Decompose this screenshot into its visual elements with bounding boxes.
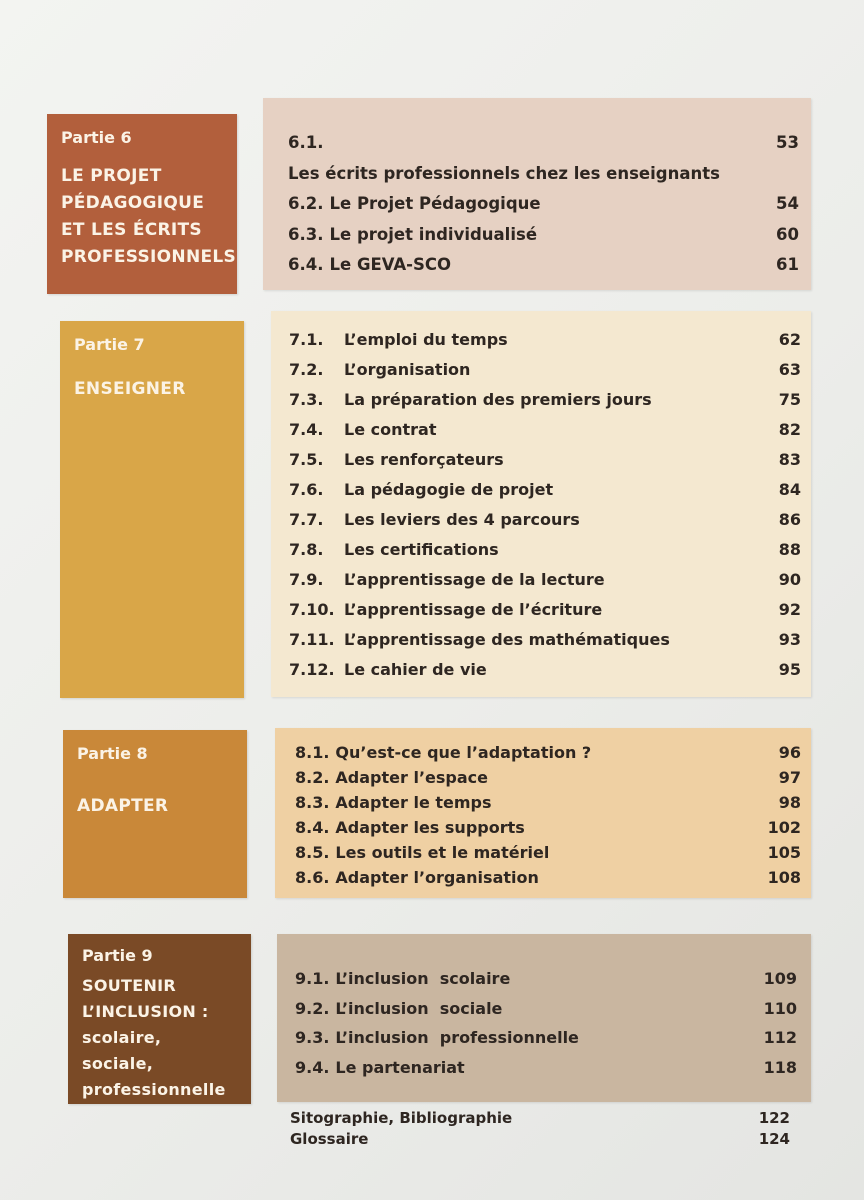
toc-entry-text <box>289 655 487 685</box>
toc-entry <box>295 964 797 994</box>
entry-page: 60 <box>776 224 799 244</box>
entry-title: La pédagogie de projet <box>344 480 554 499</box>
toc-entry-text <box>295 740 591 765</box>
entry-page: 108 <box>767 868 801 887</box>
entry-number: 7.9. <box>289 570 324 589</box>
entry-number: 6.3. <box>288 224 324 244</box>
entry-title: Les certifications <box>344 540 499 559</box>
part-7-box <box>60 321 244 698</box>
entry-number: 8.3. <box>295 793 330 812</box>
entry-number: 7.1. <box>289 330 324 349</box>
entry-page: 112 <box>763 1028 797 1047</box>
toc-entry <box>289 355 801 385</box>
extra-entry <box>290 1108 790 1129</box>
entry-number: 7.10. <box>289 600 335 619</box>
entry-title: Sitographie, Bibliographie <box>290 1109 513 1127</box>
toc-entry <box>289 505 801 535</box>
toc-entry-text <box>289 595 602 625</box>
entry-title: La préparation des premiers jours <box>344 390 652 409</box>
toc-entry <box>295 840 801 865</box>
entry-page: 98 <box>778 793 801 812</box>
entry-number: 8.2. <box>295 768 330 787</box>
toc-entry <box>295 765 801 790</box>
entry-number: 8.6. <box>295 868 330 887</box>
part-6-box <box>47 114 237 294</box>
toc-entry <box>288 250 799 281</box>
part-label: Partie 9 <box>82 946 153 965</box>
entry-page: 53 <box>776 133 799 152</box>
entry-page: 88 <box>778 540 801 559</box>
toc-entry-text <box>295 964 510 994</box>
entry-number: 9.4. <box>295 1057 330 1077</box>
part-6-toc <box>263 98 811 290</box>
entry-page: 109 <box>763 969 797 988</box>
part-7-toc <box>271 311 811 697</box>
entry-page: 124 <box>758 1130 790 1148</box>
entry-page: 96 <box>778 743 801 762</box>
toc-entry-text <box>295 840 549 865</box>
toc-entry <box>289 655 801 685</box>
toc-entry-text <box>289 325 508 355</box>
toc-entry <box>295 1053 797 1083</box>
entry-title: Le cahier de vie <box>344 660 487 679</box>
entry-number: 6.4. <box>288 255 324 274</box>
toc-entry <box>288 220 799 251</box>
toc-entry-text <box>289 505 580 535</box>
toc-entry <box>289 385 801 415</box>
extra-entries <box>290 1108 790 1150</box>
part-label: Partie 6 <box>61 128 132 147</box>
entry-title: Le projet individualisé <box>329 224 538 244</box>
toc-entry <box>295 740 801 765</box>
entry-title: Le Projet Pédagogique <box>329 194 541 213</box>
entry-title: L’apprentissage de l’écriture <box>344 600 603 619</box>
entry-title: L’organisation <box>344 360 471 379</box>
part-title: LE PROJET PÉDAGOGIQUE ET LES ÉCRITS PROFESSIONNELS <box>61 166 237 267</box>
entry-title: Qu’est-ce que l’adaptation ? <box>335 743 592 762</box>
toc-entry <box>295 815 801 840</box>
toc-entry-text <box>289 355 470 385</box>
entry-title: L’inclusion sociale <box>335 998 503 1018</box>
part-title: ADAPTER <box>77 796 169 816</box>
entry-page: 84 <box>778 480 801 499</box>
entry-page: 62 <box>778 330 801 349</box>
entry-title: L’inclusion scolaire <box>335 969 511 988</box>
part-label: Partie 8 <box>77 744 148 763</box>
entry-number: 6.2. <box>288 194 324 213</box>
entry-page: 86 <box>778 510 801 529</box>
part-title: SOUTENIR L’INCLUSION : scolaire, sociale, professionnelle <box>82 976 226 1099</box>
entry-title: Glossaire <box>290 1130 369 1148</box>
entry-page: 82 <box>778 420 801 439</box>
entry-page: 63 <box>778 360 801 379</box>
entry-title: L’apprentissage de la lecture <box>344 570 605 589</box>
toc-entry <box>289 475 801 505</box>
entry-page: 95 <box>778 660 801 679</box>
entry-number: 9.2. <box>295 998 330 1018</box>
entry-title: Les outils et le matériel <box>335 843 550 862</box>
entry-title: L’inclusion professionnelle <box>335 1028 579 1047</box>
toc-entry <box>289 535 801 565</box>
toc-entry-text <box>288 128 759 189</box>
entry-page: 75 <box>778 390 801 409</box>
part-8-box <box>63 730 247 898</box>
entry-title: Les leviers des 4 parcours <box>344 510 580 529</box>
toc-entry-text <box>289 625 670 655</box>
entry-title: L’emploi du temps <box>344 330 508 349</box>
toc-entry-text <box>288 250 451 281</box>
toc-entry <box>289 625 801 655</box>
entry-page: 83 <box>778 450 801 469</box>
entry-number: 9.1. <box>295 969 330 988</box>
toc-entry-text <box>289 535 499 565</box>
entry-number: 6.1. <box>288 133 324 152</box>
entry-title: Les écrits professionnels chez les enseignants <box>288 163 720 183</box>
toc-entry <box>289 415 801 445</box>
toc-entry-text <box>295 765 488 790</box>
entry-number: 7.7. <box>289 510 324 529</box>
entry-number: 7.2. <box>289 360 324 379</box>
toc-entry <box>295 1023 797 1053</box>
toc-entry-text <box>289 415 436 445</box>
toc-entry <box>289 565 801 595</box>
entry-title: Adapter le temps <box>335 793 492 812</box>
entry-title: Adapter les supports <box>335 818 525 837</box>
entry-number: 7.3. <box>289 390 324 409</box>
toc-entry-text <box>295 865 539 890</box>
entry-title: Adapter l’organisation <box>335 868 539 887</box>
extra-entry <box>290 1129 790 1150</box>
entry-page: 61 <box>776 255 799 274</box>
part-8-toc <box>275 728 811 898</box>
entry-title: Adapter l’espace <box>335 768 488 787</box>
toc-entry-text <box>295 815 525 840</box>
toc-entry <box>295 994 797 1024</box>
entry-title: Les renforçateurs <box>344 450 504 469</box>
entry-title: Le GEVA-SCO <box>329 255 452 274</box>
entry-number: 9.3. <box>295 1028 330 1047</box>
entry-number: 7.8. <box>289 540 324 559</box>
toc-entry-text <box>289 385 652 415</box>
toc-entry <box>289 595 801 625</box>
toc-entry-text <box>295 790 492 815</box>
entry-page: 118 <box>763 1057 797 1077</box>
entry-page: 92 <box>778 600 801 619</box>
entry-number: 7.11. <box>289 630 335 649</box>
entry-number: 7.12. <box>289 660 335 679</box>
toc-entry-text <box>295 1023 579 1053</box>
toc-entry <box>295 865 801 890</box>
entry-title: L’apprentissage des mathématiques <box>344 630 670 649</box>
part-9-box <box>68 934 251 1104</box>
part-9-toc <box>277 934 811 1102</box>
entry-page: 93 <box>778 630 801 649</box>
toc-entry-text <box>288 189 541 220</box>
toc-entry-text <box>295 994 502 1024</box>
entry-page: 54 <box>776 194 799 213</box>
entry-number: 8.5. <box>295 843 330 862</box>
entry-page: 97 <box>778 768 801 787</box>
entry-page: 110 <box>763 998 797 1018</box>
toc-entry <box>289 445 801 475</box>
entry-page: 105 <box>767 843 801 862</box>
entry-number: 7.6. <box>289 480 324 499</box>
entry-number: 8.4. <box>295 818 330 837</box>
entry-page: 102 <box>767 818 801 837</box>
toc-entry <box>295 790 801 815</box>
entry-title: Le partenariat <box>335 1057 465 1077</box>
entry-number: 7.5. <box>289 450 324 469</box>
toc-entry-text <box>289 445 504 475</box>
toc-entry-text <box>288 220 537 251</box>
toc-entry-text <box>289 565 605 595</box>
toc-entry-text <box>289 475 553 505</box>
entry-number: 7.4. <box>289 420 324 439</box>
toc-entry <box>289 325 801 355</box>
toc-entry <box>288 189 799 220</box>
entry-title: Le contrat <box>344 420 437 439</box>
toc-entry-text <box>295 1053 465 1083</box>
toc-entry <box>288 128 799 189</box>
entry-page: 90 <box>778 570 801 589</box>
entry-number: 8.1. <box>295 743 330 762</box>
part-label: Partie 7 <box>74 335 145 354</box>
part-title: ENSEIGNER <box>74 379 186 399</box>
entry-page: 122 <box>758 1109 790 1127</box>
